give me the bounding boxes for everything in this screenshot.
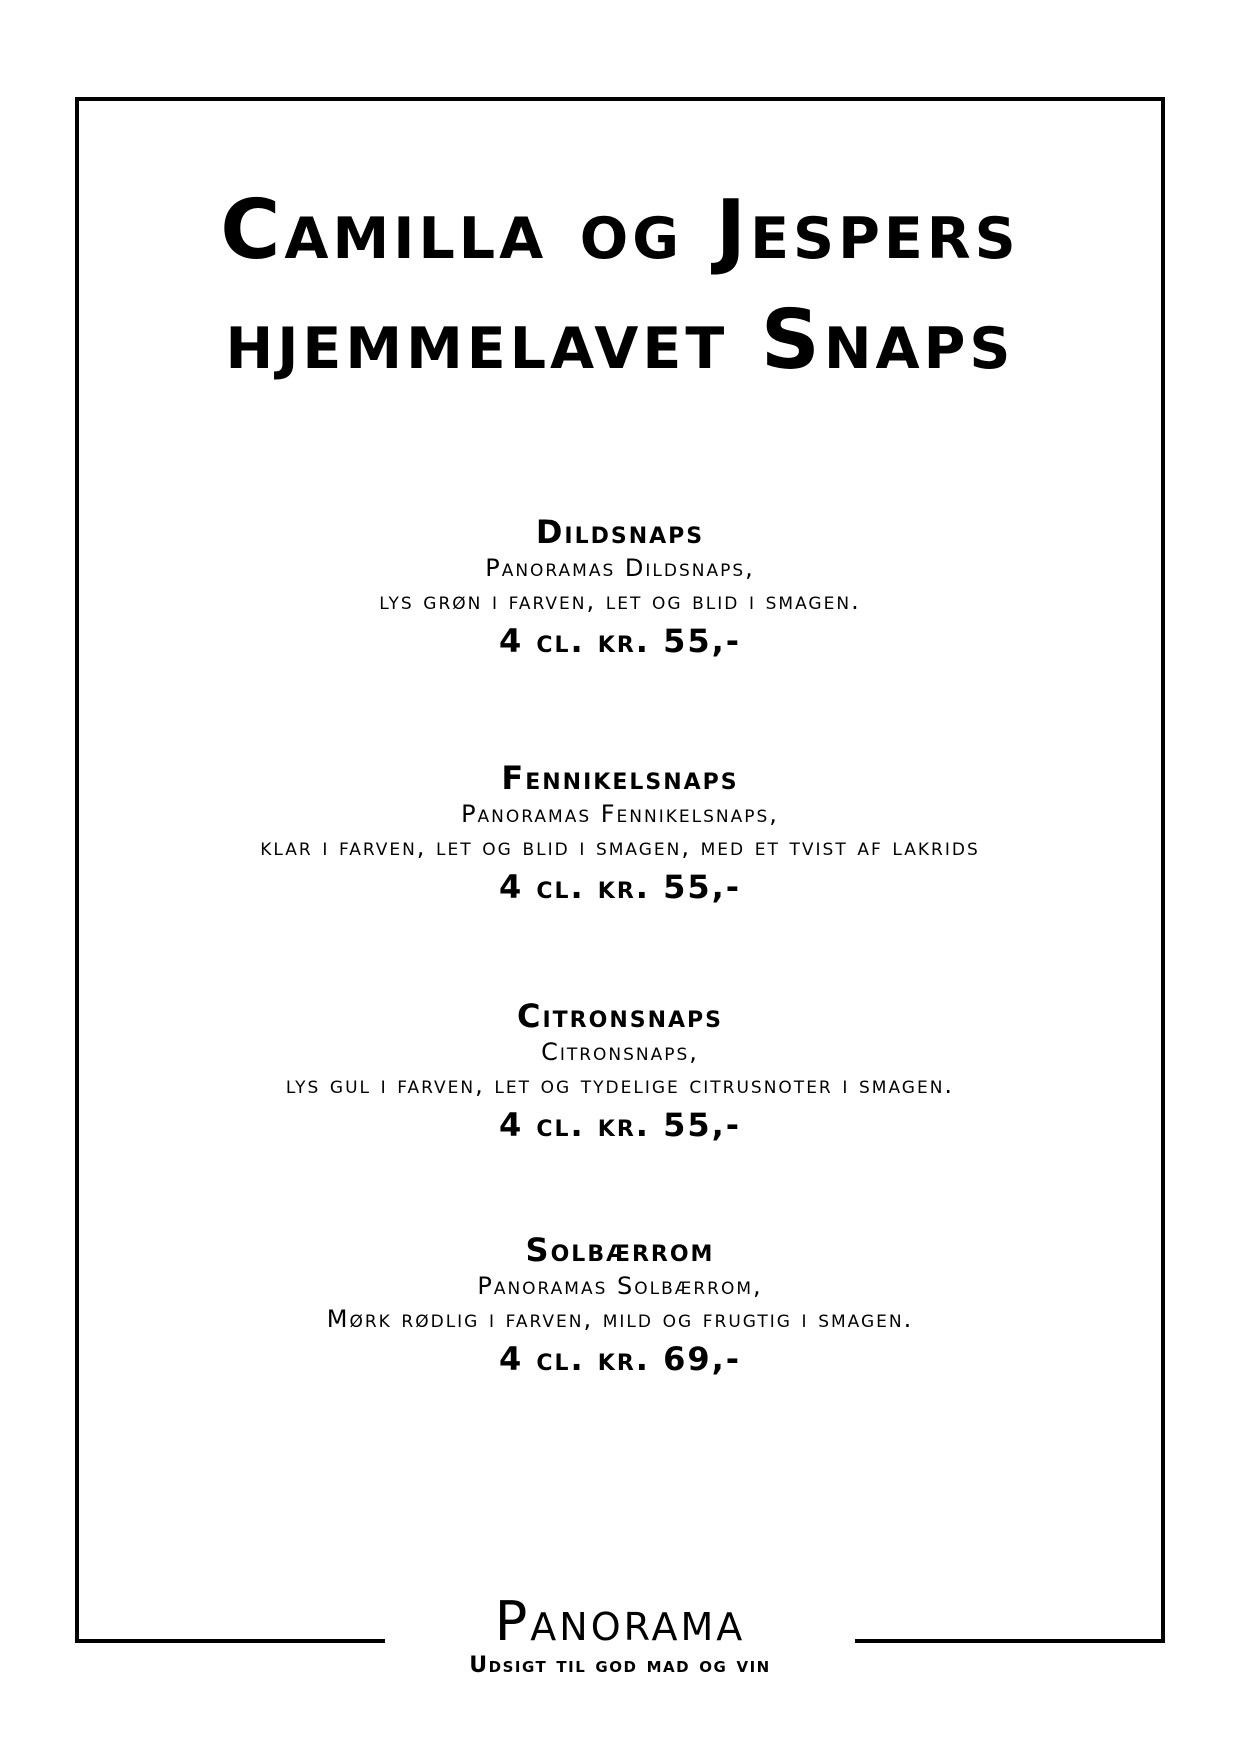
menu-item-name: Fennikelsnaps bbox=[501, 759, 739, 797]
menu-item-name: Dildsnaps bbox=[535, 513, 705, 551]
menu-item-description-line-2: klar i farven, let og blid i smagen, med et tvist af lakrids bbox=[260, 833, 980, 861]
menu-item-fennikelsnaps bbox=[80, 758, 1160, 910]
page-title-line-1: Camilla og Jespers bbox=[220, 183, 1020, 278]
frame-bottom-left-border bbox=[75, 1639, 385, 1643]
menu-item-citronsnaps bbox=[80, 996, 1160, 1148]
menu-item-description-line-2: lys gul i farven, let og tydelige citrusnoter i smagen. bbox=[285, 1071, 955, 1099]
menu-item-description-line-1: Citronsnaps, bbox=[541, 1038, 699, 1066]
brand-name: Panorama bbox=[494, 1590, 746, 1653]
menu-item-name: Solbærrom bbox=[525, 1231, 715, 1269]
menu-item-description-line-2: Mørk rødlig i farven, mild og frugtig i smagen. bbox=[326, 1305, 914, 1333]
menu-item-description-line-2: lys grøn i farven, let og blid i smagen. bbox=[379, 587, 861, 615]
frame-bottom-right-border bbox=[855, 1639, 1165, 1643]
frame-left-border bbox=[75, 97, 79, 1643]
menu-item-price: 4 cl. kr. 69,- bbox=[498, 1340, 742, 1378]
page-title-line-2: hjemmelavet Snaps bbox=[225, 293, 1015, 388]
menu-item-description-line-1: Panoramas Dildsnaps, bbox=[485, 554, 755, 582]
brand-tagline: Udsigt til god mad og vin bbox=[469, 1653, 771, 1678]
menu-item-solbaerrom bbox=[80, 1230, 1160, 1382]
menu-item-dildsnaps bbox=[80, 512, 1160, 664]
menu-item-name: Citronsnaps bbox=[517, 997, 723, 1035]
brand-footer bbox=[385, 1592, 855, 1680]
frame-right-border bbox=[1161, 97, 1165, 1643]
menu-item-description-line-1: Panoramas Solbærrom, bbox=[477, 1272, 763, 1300]
menu-item-price: 4 cl. kr. 55,- bbox=[498, 1106, 742, 1144]
menu-item-price: 4 cl. kr. 55,- bbox=[498, 868, 742, 906]
menu-item-price: 4 cl. kr. 55,- bbox=[498, 622, 742, 660]
frame-top-border bbox=[75, 97, 1165, 101]
menu-item-description-line-1: Panoramas Fennikelsnaps, bbox=[461, 800, 779, 828]
